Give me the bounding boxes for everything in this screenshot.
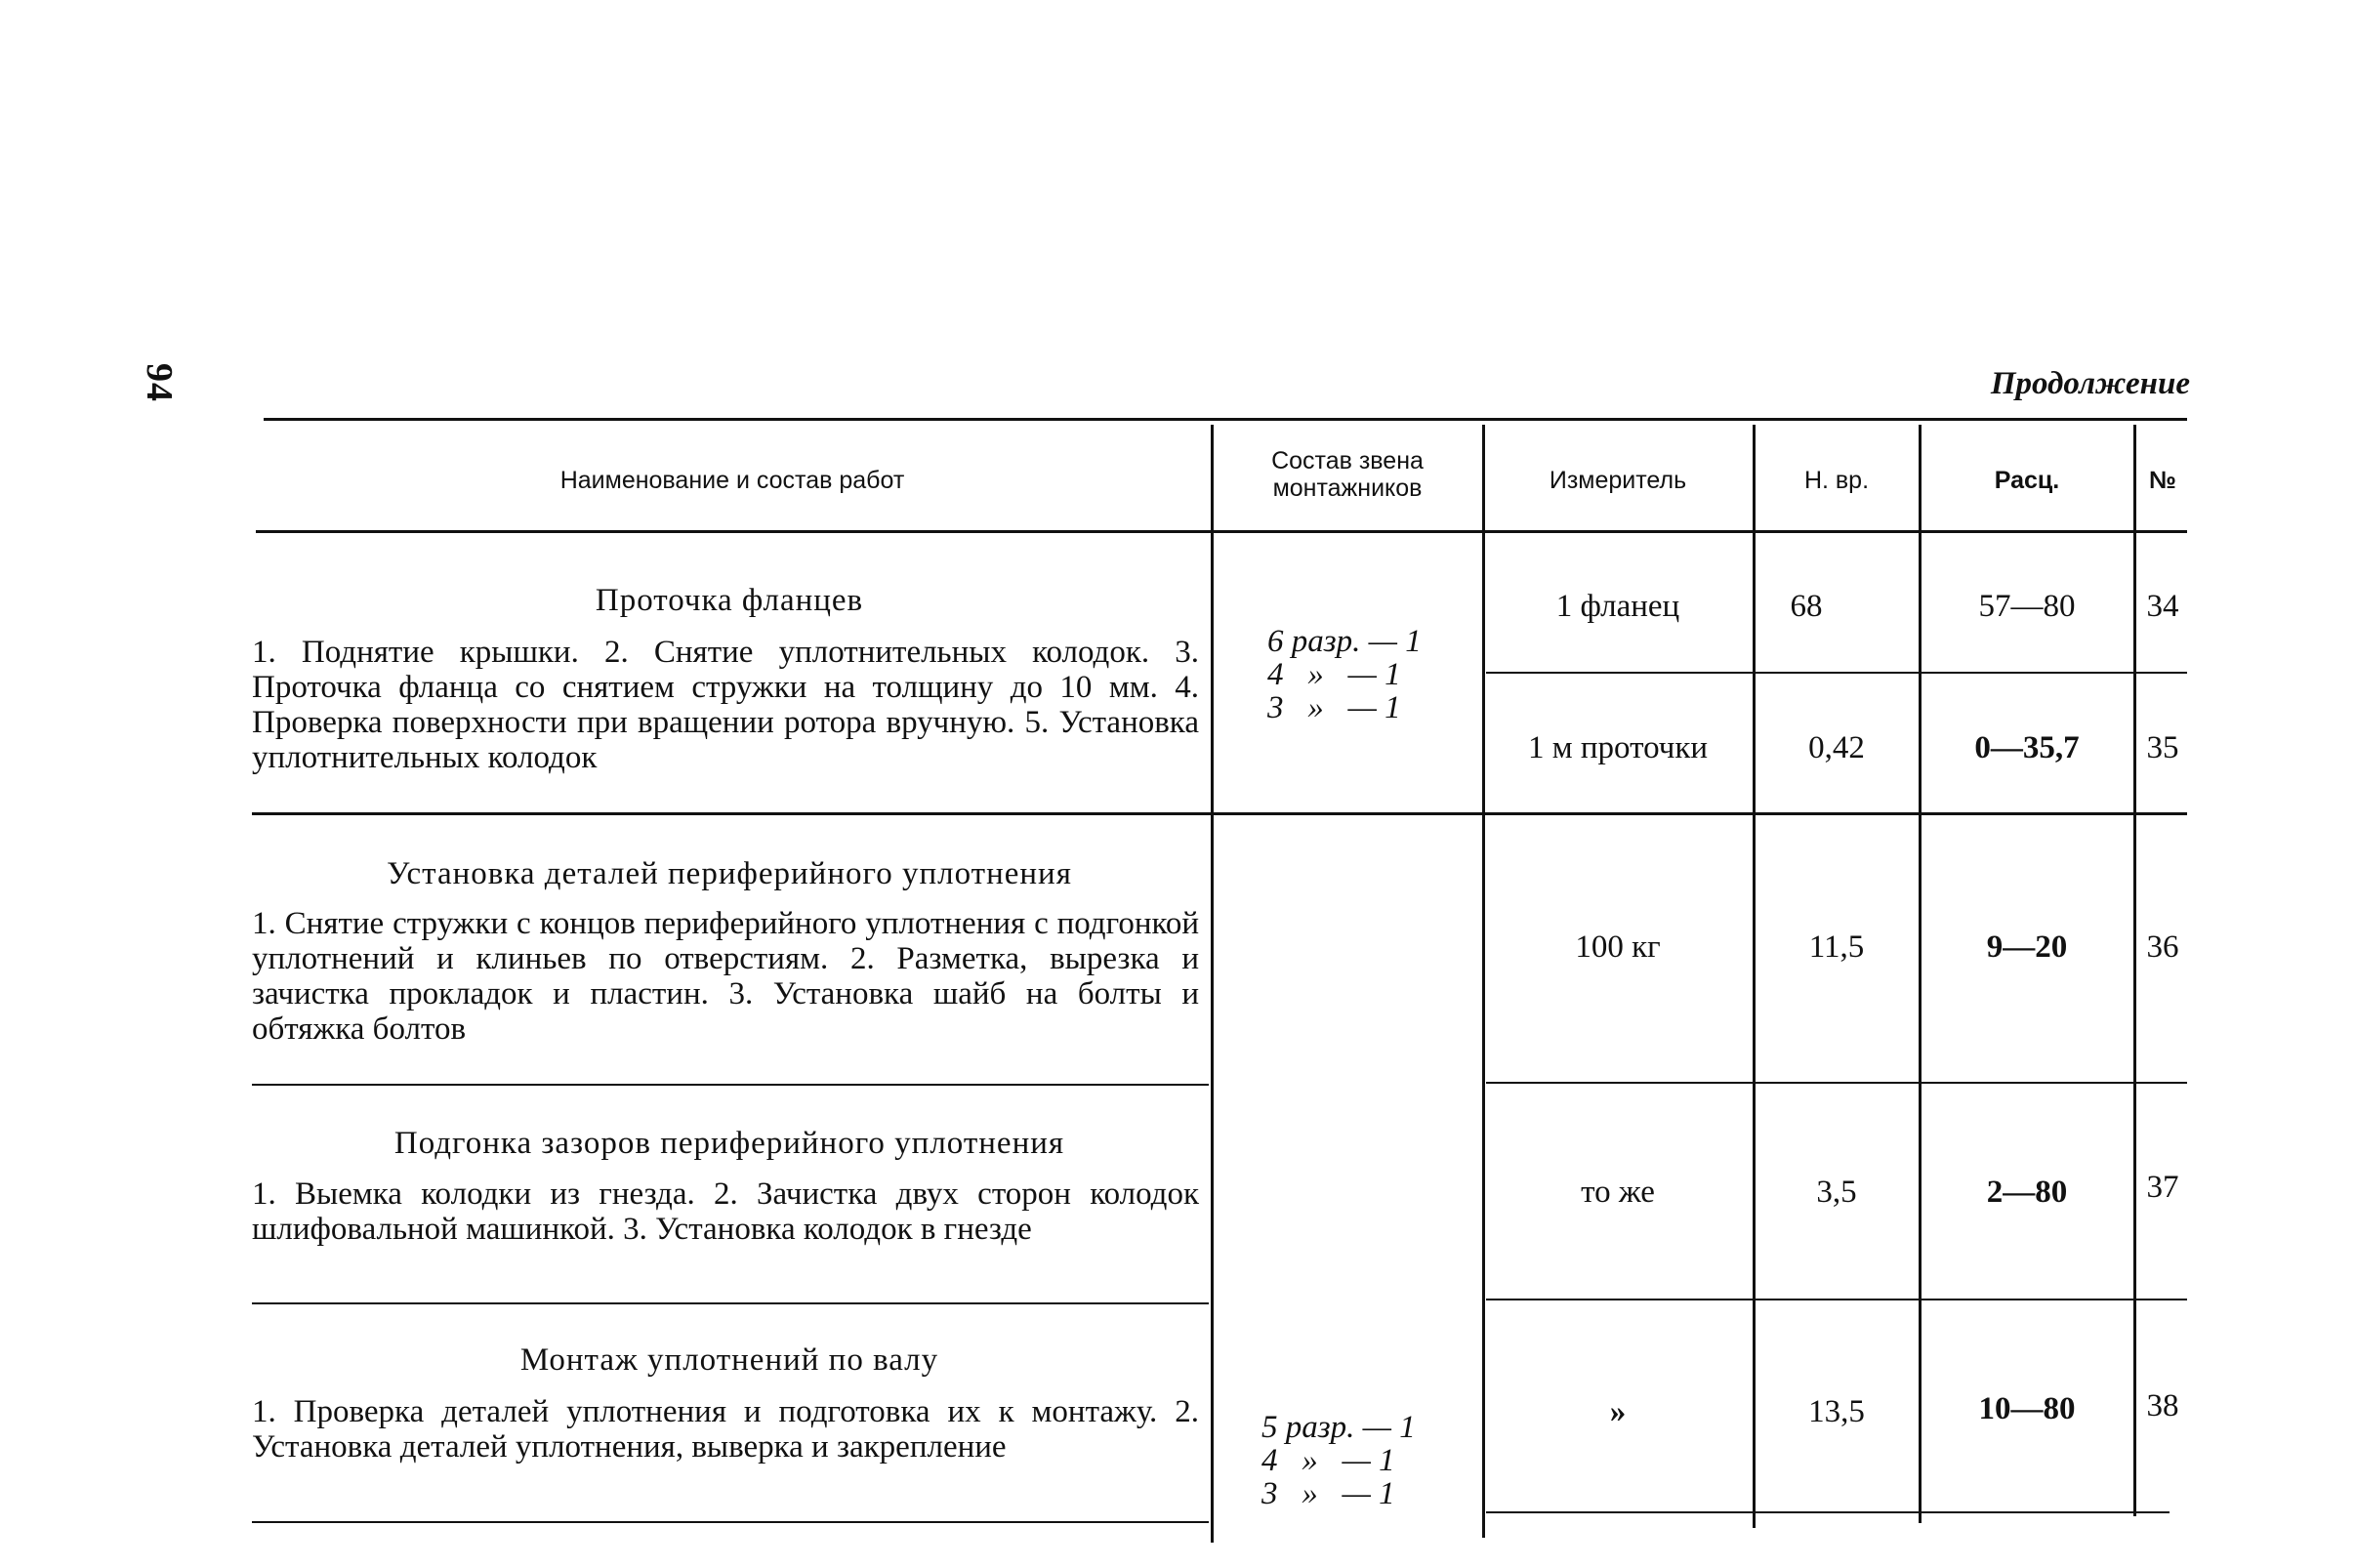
- cell-rate: 0—35,7: [1974, 730, 2080, 765]
- row-34-bottom-rule: [1486, 672, 2187, 674]
- section-title: Проточка фланцев: [595, 583, 864, 618]
- col-rule-unit: [1482, 425, 1485, 1538]
- section-2-right-rule: [1486, 1082, 2187, 1084]
- table-top-rule: [264, 418, 2187, 421]
- crew-line: 6 разр. — 1: [1267, 624, 1422, 659]
- crew-composition: [1261, 1411, 1416, 1510]
- section-3-bottom-rule: [252, 1302, 1209, 1304]
- cell-unit: »: [1609, 1394, 1627, 1429]
- crew-line: 4 » — 1: [1267, 657, 1401, 692]
- header-unit: Измеритель: [1549, 467, 1687, 494]
- continuation-label: Продолжение: [1990, 366, 2190, 401]
- crew-line: 3 » — 1: [1261, 1476, 1395, 1511]
- cell-unit: 1 м проточки: [1527, 730, 1709, 765]
- header-norm: Н. вр.: [1803, 467, 1870, 494]
- crew-line: 4 » — 1: [1261, 1443, 1395, 1478]
- header-bottom-rule: [256, 530, 2187, 533]
- cell-number: 37: [2146, 1170, 2179, 1205]
- header-crew-line2: монтажников: [1272, 475, 1423, 502]
- section-title: Монтаж уплотнений по валу: [519, 1342, 939, 1378]
- cell-unit: 100 кг: [1575, 929, 1661, 965]
- header-crew-line1: Состав звена: [1271, 447, 1424, 475]
- header-crew: [1216, 447, 1479, 502]
- cell-rate: 2—80: [1986, 1175, 2068, 1210]
- col-rule-rate: [1919, 425, 1922, 1523]
- col-rule-crew: [1211, 425, 1214, 1543]
- cell-number: 36: [2146, 929, 2179, 965]
- cell-norm: 13,5: [1808, 1394, 1865, 1429]
- crew-line: 3 » — 1: [1267, 690, 1401, 725]
- section-title: Подгонка зазоров периферийного уплотнения: [393, 1126, 1065, 1161]
- section-body: 1. Выемка колодки из гнезда. 2. Зачистка двух сторон колодок шлифовальной машинкой. 3. Установка колодок в гнезде: [252, 1176, 1199, 1247]
- header-number: №: [2149, 467, 2176, 494]
- section-body: 1. Поднятие крышки. 2. Снятие уплотнительных колодок. 3. Проточка фланца со снятием стружки на толщину до 10 мм. 4. Проверка поверхности при вращении ротора вручную. 5. Установка уплотнительных колодок: [252, 635, 1199, 775]
- section-body: 1. Проверка деталей уплотнения и подготовка их к монтажу. 2. Установка деталей уплотнения, выверка и закрепление: [252, 1394, 1199, 1465]
- cell-unit: 1 фланец: [1555, 589, 1680, 624]
- section-4-right-rule: [1486, 1511, 2170, 1513]
- cell-number: 34: [2146, 589, 2179, 624]
- section-body: 1. Снятие стружки с концов периферийного уплотнения с подгонкой уплотнений и клиньев по отверстиям. 2. Разметка, вырезка и зачистка прокладок и пластин. 3. Установка шайб на болты и обтяжка болтов: [252, 906, 1199, 1047]
- section-2-bottom-rule: [252, 1084, 1209, 1086]
- cell-norm: 11,5: [1808, 929, 1865, 965]
- cell-rate: 9—20: [1986, 929, 2068, 965]
- section-title: Установка деталей периферийного уплотнения: [387, 856, 1072, 891]
- col-rule-norm: [1753, 425, 1756, 1528]
- crew-line: 5 разр. — 1: [1261, 1410, 1416, 1445]
- cell-norm: 3,5: [1816, 1175, 1857, 1210]
- page-number: 94: [139, 363, 180, 402]
- crew-composition: [1267, 625, 1422, 724]
- section-1-bottom-rule: [252, 812, 2187, 815]
- section-4-bottom-rule: [252, 1521, 1209, 1523]
- cell-rate: 10—80: [1978, 1391, 2076, 1426]
- cell-unit: то же: [1581, 1175, 1655, 1210]
- cell-norm: 0,42: [1808, 730, 1865, 765]
- cell-norm: 68: [1790, 589, 1823, 624]
- header-work: Наименование и состав работ: [559, 467, 905, 494]
- cell-number: 38: [2146, 1388, 2179, 1424]
- cell-rate: 57—80: [1978, 589, 2076, 624]
- header-rate: Расц.: [1994, 467, 2060, 494]
- section-3-right-rule: [1486, 1299, 2187, 1300]
- col-rule-number: [2133, 425, 2136, 1516]
- cell-number: 35: [2146, 730, 2179, 765]
